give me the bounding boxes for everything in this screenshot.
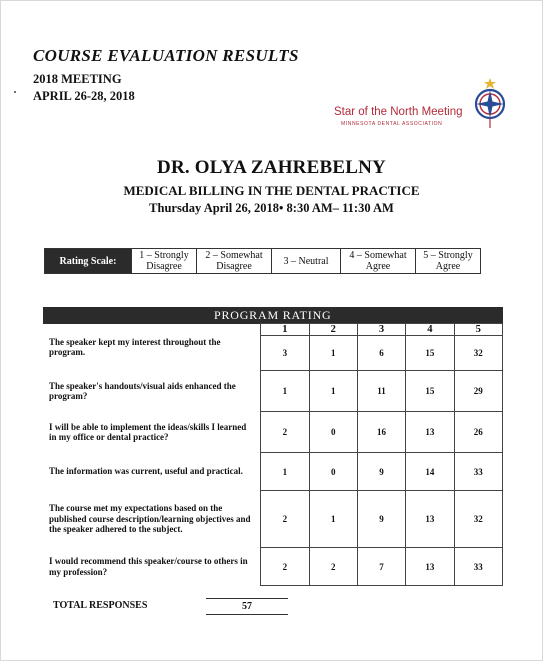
- rating-cell: 33: [454, 548, 502, 586]
- scale-option-3: 3 – Neutral: [272, 249, 341, 274]
- rating-cell: 2: [261, 548, 309, 586]
- rating-cell: 1: [309, 371, 357, 412]
- rating-cell: 13: [406, 548, 454, 586]
- total-responses-label: TOTAL RESPONSES: [53, 600, 148, 611]
- rating-cell: 2: [261, 491, 309, 548]
- question-2: The speaker's handouts/visual aids enhanced the program?: [49, 380, 236, 401]
- logo-name: Star of the North Meeting: [334, 106, 463, 118]
- course-title: MEDICAL BILLING IN THE DENTAL PRACTICE: [123, 183, 420, 198]
- rating-cell: 16: [357, 412, 405, 453]
- rating-cell: 2: [309, 548, 357, 586]
- meeting-dates: APRIL 26-28, 2018: [33, 89, 135, 103]
- rating-cell: 13: [406, 491, 454, 548]
- rating-cell: 15: [406, 336, 454, 371]
- speaker-name: DR. OLYA ZAHREBELNY: [157, 157, 386, 178]
- rating-cell: 14: [406, 453, 454, 491]
- rating-cell: 1: [261, 371, 309, 412]
- table-row: [43, 491, 503, 548]
- scale-option-2: 2 – Somewhat Disagree: [197, 249, 272, 274]
- rating-cell: 33: [454, 453, 502, 491]
- rating-cell: 1: [309, 336, 357, 371]
- star-of-the-north-logo: [334, 72, 514, 132]
- scan-mark: [14, 91, 16, 93]
- table-row: [43, 453, 503, 491]
- program-rating-table: [43, 307, 503, 586]
- session-time: Thursday April 26, 2018• 8:30 AM– 11:30 AM: [149, 201, 394, 215]
- column-header-4: 4: [406, 324, 454, 336]
- rating-cell: 1: [261, 453, 309, 491]
- rating-cell: 15: [406, 371, 454, 412]
- rating-cell: 2: [261, 412, 309, 453]
- rating-cell: 9: [357, 453, 405, 491]
- rating-cell: 29: [454, 371, 502, 412]
- compass-star-icon: [470, 76, 514, 132]
- rating-scale-legend: [44, 248, 481, 274]
- question-5: The course met my expectations based on the published course description/learning objectives and the speaker adhered to the subject.: [49, 503, 251, 535]
- table-row: [43, 412, 503, 453]
- rating-cell: 32: [454, 491, 502, 548]
- scale-option-1: 1 – Strongly Disagree: [132, 249, 197, 274]
- question-3: I will be able to implement the ideas/skills I learned in my office or dental practice?: [49, 421, 247, 442]
- column-header-2: 2: [309, 324, 357, 336]
- rating-cell: 1: [309, 491, 357, 548]
- column-header-1: 1: [261, 324, 309, 336]
- meeting-year: 2018 MEETING: [33, 72, 122, 86]
- program-rating-title: PROGRAM RATING: [43, 307, 503, 324]
- rating-scale-label: Rating Scale:: [45, 249, 132, 274]
- question-6: I would recommend this speaker/course to others in my profession?: [49, 556, 248, 577]
- rating-cell: 9: [357, 491, 405, 548]
- report-title: COURSE EVALUATION RESULTS: [33, 46, 299, 65]
- rating-cell: 3: [261, 336, 309, 371]
- scale-option-4: 4 – Somewhat Agree: [341, 249, 416, 274]
- rating-cell: 0: [309, 412, 357, 453]
- column-header-3: 3: [357, 324, 405, 336]
- rating-cell: 11: [357, 371, 405, 412]
- rating-cell: 32: [454, 336, 502, 371]
- rating-cell: 26: [454, 412, 502, 453]
- scale-option-5: 5 – Strongly Agree: [416, 249, 481, 274]
- rating-cell: 13: [406, 412, 454, 453]
- question-1: The speaker kept my interest throughout the program.: [49, 336, 221, 357]
- table-row: [43, 371, 503, 412]
- rating-cell: 7: [357, 548, 405, 586]
- column-header-5: 5: [454, 324, 502, 336]
- total-responses-value: 57: [206, 598, 288, 615]
- page-border-top: [0, 0, 543, 1]
- rating-cell: 0: [309, 453, 357, 491]
- table-row: [43, 548, 503, 586]
- question-4: The information was current, useful and practical.: [49, 466, 243, 477]
- logo-subtitle: MINNESOTA DENTAL ASSOCIATION: [341, 121, 443, 127]
- page-border-left: [0, 0, 1, 661]
- rating-cell: 6: [357, 336, 405, 371]
